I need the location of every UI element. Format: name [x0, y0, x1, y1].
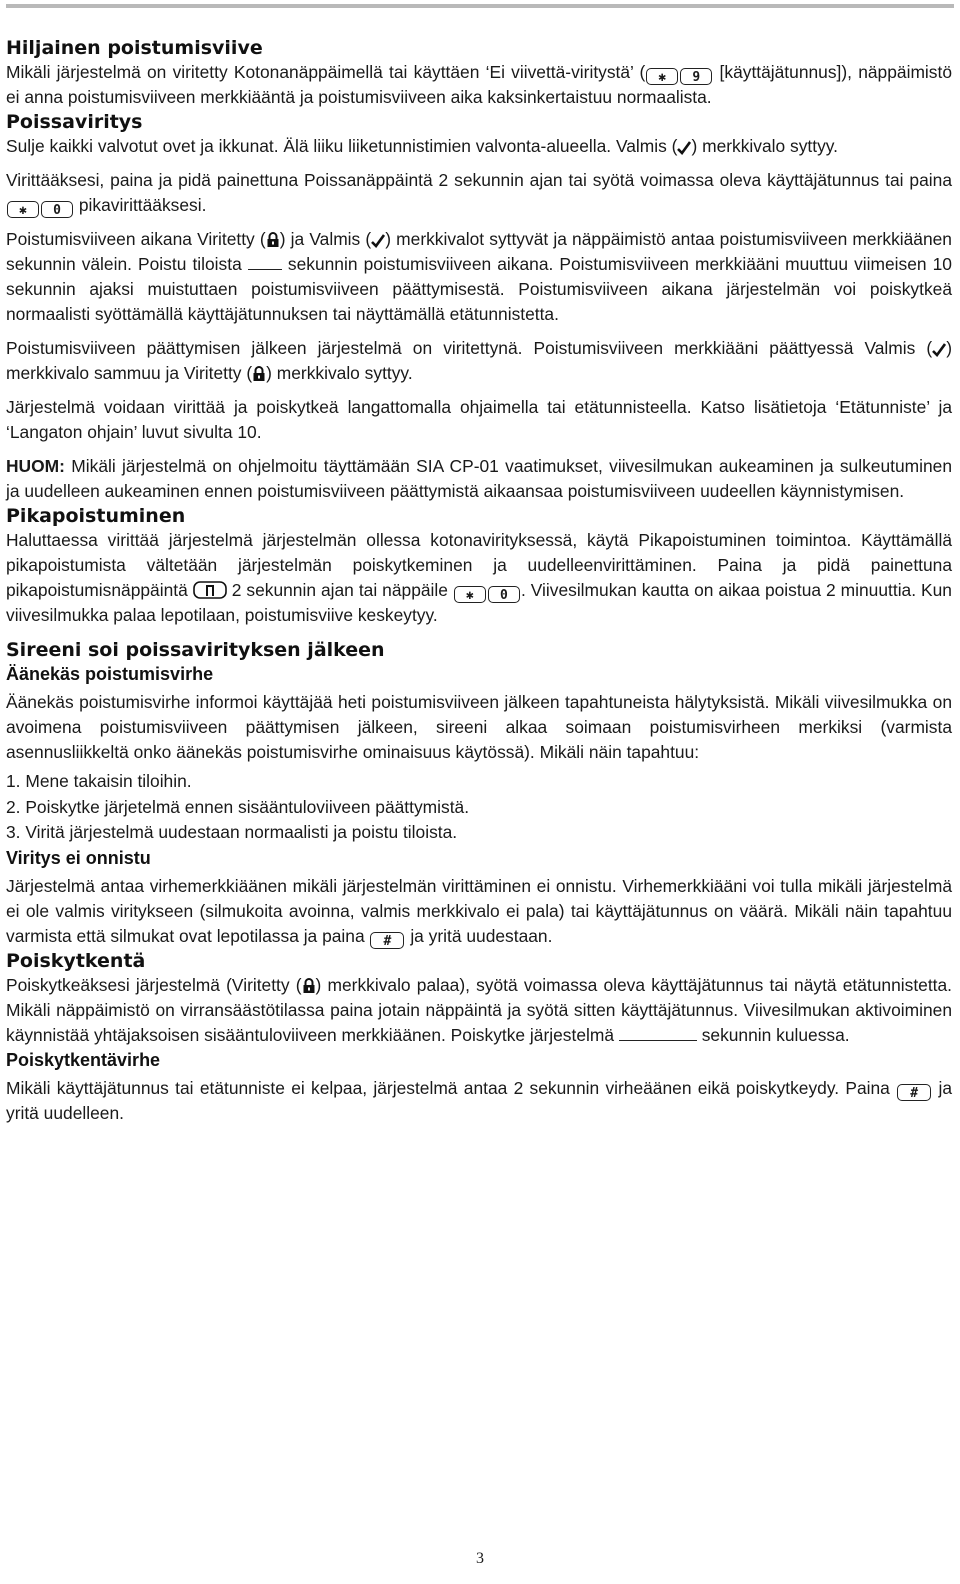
- text-span: [käyttäjätunnus]), näppäimistö ei anna poistumisviiveen merkkiääntä ja poistumisviiveen aika kaksinkertaistuu normaalista.: [6, 62, 952, 107]
- list-item: 3. Viritä järjestelmä uudestaan normaalisti ja poistu tiloista.: [6, 822, 458, 842]
- hash-key-icon: #: [897, 1084, 931, 1101]
- disarm-error-text: [6, 1076, 952, 1126]
- star-key-icon: ✱: [454, 586, 486, 603]
- text-span: Poiskytkeäksesi järjestelmä (Viritetty (: [6, 974, 302, 995]
- lock-icon: [302, 978, 316, 994]
- exit-delay-blank: [248, 255, 282, 270]
- away-arming-text-3: [6, 227, 952, 327]
- hash-key-icon: #: [370, 932, 404, 949]
- entry-delay-blank: [619, 1026, 697, 1041]
- away-arming-text-4: [6, 336, 952, 386]
- list-item: 2. Poiskytke järjetelmä ennen sisääntuloviiveen päättymistä.: [6, 796, 470, 817]
- heading-away-arming: Poissaviritys: [6, 111, 143, 133]
- silent-exit-text: [6, 60, 952, 110]
- text-span: 2 sekunnin ajan tai näppäile: [231, 580, 448, 600]
- check-icon: [677, 141, 691, 155]
- quick-exit-text: [6, 528, 952, 628]
- away-arming-text-5: Järjestelmä voidaan virittää ja poiskytkeä langattomalla ohjaimella tai etätunnisteella. Katso lisätietoja ‘Etätunniste’ ja ‘Langaton ohjain’ luvut sivulta 10.: [6, 397, 952, 442]
- text-span: Sulje kaikki valvotut ovet ja ikkunat. Älä liiku liiketunnistimien valvonta-alueella. Valmis (: [6, 136, 678, 156]
- manual-page: [6, 36, 952, 1126]
- text-span: Järjestelmä antaa virhemerkkiäänen mikäli järjestelmän virittäminen ei onnistu. Virhemerkkiääni voi tulla mikäli järjestelmä ei ole valmis viritykseen (silmukoita avoinna, valmis merkkivalo ei pala) tai käyttäjätunnus on väärä. Mikäli näin tapahtuu varmista että silmukat ovat lepotilassa ja paina: [6, 875, 952, 946]
- away-arming-note: [6, 454, 952, 504]
- exit-door-icon: [193, 581, 227, 599]
- subheading-audible-exit-fault: Äänekäs poistumisvirhe: [6, 664, 214, 684]
- heading-silent-exit: Hiljainen poistumisviive: [6, 37, 263, 59]
- heading-siren-after-arming: Sireeni soi poissavirityksen jälkeen: [6, 639, 385, 661]
- text-span: ) merkkivalo sammuu ja Viritetty (: [6, 338, 952, 383]
- text-span: Poistumisviiveen päättymisen jälkeen järjestelmä on viritettynä. Poistumisviiveen merkkiääni päättyessä Valmis (: [6, 338, 933, 358]
- text-span: . Viivesilmukan kautta on aikaa poistua 2 minuuttia. Kun viivesilmukka palaa lepotilaan, poistumisviive keskeytyy.: [6, 580, 952, 625]
- check-icon: [371, 234, 385, 248]
- note-label: HUOM:: [6, 456, 65, 476]
- text-span: Mikäli järjestelmä on ohjelmoitu täyttämään SIA CP-01 vaatimukset, viivesilmukan aukeaminen ja sulkeutuminen ja uudelleen aukeaminen ennen poistumisviiveen päättymistä aikaansaa poistumisviiveen uudeellen käynnistymisen.: [6, 456, 952, 501]
- lock-icon: [252, 366, 266, 382]
- text-span: ja yritä uudelleen.: [6, 1077, 952, 1123]
- text-span: ) ja Valmis (: [279, 229, 372, 249]
- text-span: ) merkkivalo syttyy.: [266, 363, 413, 383]
- zero-key-icon: 0: [41, 201, 73, 218]
- subheading-disarm-error: Poiskytkentävirhe: [6, 1049, 161, 1070]
- away-arming-text-2: [6, 168, 952, 218]
- text-span: ) merkkivalo palaa), syötä voimassa oleva käyttäjätunnus tai näytä etätunnistetta. Mikäli näppäimistö on virransäästötilassa paina jotain näppäintä ja syötä sitten käyttäjätunnus. Viivesilmukan aktivoiminen käynnistää yhtäjaksoisen sisääntuloviiveen merkkiäänen. Poiskytke järjestelmä: [6, 974, 952, 1045]
- text-span: sekunnin kuluessa.: [701, 1024, 850, 1045]
- page-number: 3: [476, 1550, 484, 1567]
- text-span: pikavirittääksesi.: [78, 195, 207, 215]
- star-key-icon: ✱: [646, 68, 678, 85]
- text-span: Virittääksesi, paina ja pidä painettuna Poissanäppäintä 2 sekunnin ajan tai syötä voimassa oleva käyttäjätunnus tai paina: [6, 170, 952, 190]
- text-span: Mikäli käyttäjätunnus tai etätunniste ei kelpaa, järjestelmä antaa 2 sekunnin virheäänen eikä poiskytkeydy. Paina: [6, 1077, 890, 1098]
- check-icon: [932, 343, 946, 357]
- nine-key-icon: 9: [680, 68, 712, 85]
- text-span: ) merkkivalot syttyvät ja näppäimistö antaa poistumisviiveen merkkiäänen sekunnin välein. Poistu tiloista: [6, 229, 952, 274]
- exit-fault-steps: [6, 769, 952, 846]
- star-key-icon: ✱: [7, 201, 39, 218]
- lock-icon: [266, 232, 280, 248]
- text-span: ) merkkivalo syttyy.: [691, 136, 838, 156]
- list-item: 1. Mene takaisin tiloihin.: [6, 771, 192, 791]
- heading-quick-exit: Pikapoistuminen: [6, 505, 186, 527]
- audible-exit-fault-text: Äänekäs poistumisvirhe informoi käyttäjää heti poistumisviiveen jälkeen tapahtuneista hälytyksistä. Mikäli viivesilmukka on avoimena poistumisviiveen päättymisen jälkeen, sireeni alkaa soimaan poistumisvirheen merkiksi (varmista asennusliikkeltä onko äänekäs poistumisvirhe ominaisuus käytössä). Mikäli näin tapahtuu:: [6, 692, 952, 762]
- text-span: sekunnin poistumisviiveen aikana. Poistumisviiveen merkkiääni muuttuu viimeisen 10 sekunnin ajaksi muistuttaen poistumisviiveen päättymisestä. Poistumisviiveen aikana järjestelmän voi poiskytkeä normaalisti syöttämällä käyttäjätunnuksen tai näyttämällä etätunnistetta.: [6, 254, 952, 324]
- top-rule: [6, 4, 954, 8]
- heading-disarming: Poiskytkentä: [6, 949, 146, 972]
- away-arming-text-1: [6, 134, 952, 159]
- disarming-text: [6, 973, 952, 1048]
- text-span: ja yritä uudestaan.: [410, 925, 553, 946]
- text-span: Poistumisviiveen aikana Viritetty (: [6, 229, 266, 249]
- subheading-arming-fails: Viritys ei onnistu: [6, 847, 151, 868]
- zero-key-icon: 0: [488, 586, 520, 603]
- text-span: Haluttaessa virittää järjestelmä järjestelmän ollessa kotonavirityksessä, käytä Pikapoistuminen toimintoa. Käyttämällä pikapoistumista vältetään järjestelmän poiskytkeminen ja uudelleenvirittäminen. Paina ja pidä painettuna pikapoistumisnäppäintä: [6, 530, 952, 600]
- text-span: Mikäli järjestelmä on viritetty Kotonanäppäimellä tai käyttäen ‘Ei viivettä-viritystä’ (: [6, 62, 646, 82]
- arming-fails-text: [6, 874, 952, 949]
